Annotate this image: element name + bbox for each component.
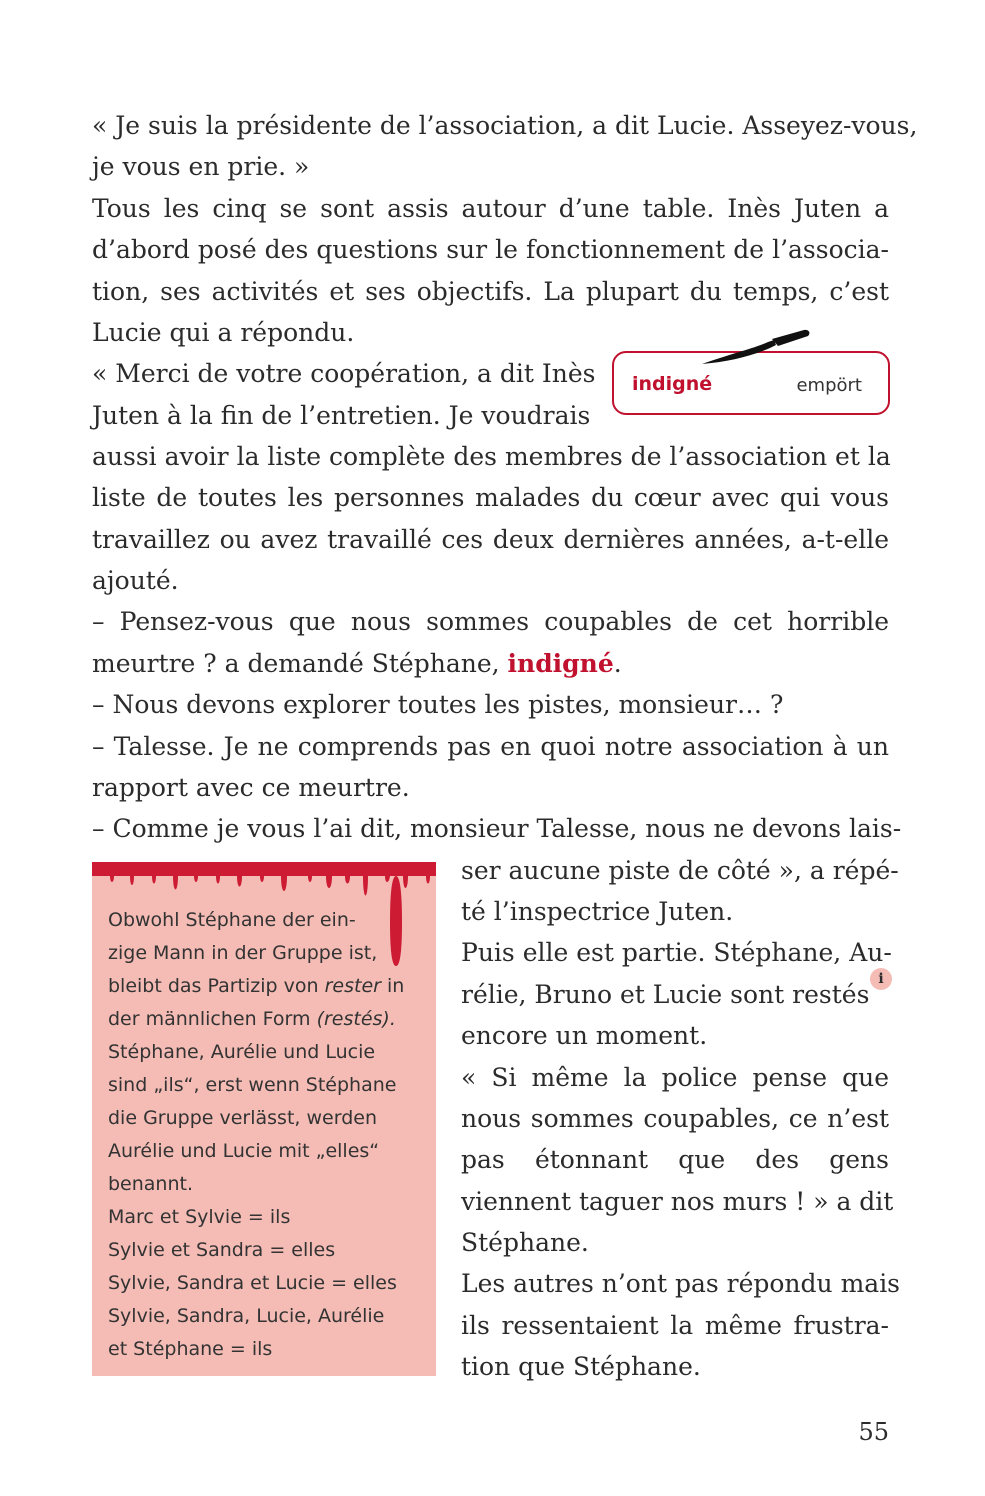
text-line: liste de toutes les personnes malades du cœur avec qui vous: [92, 483, 889, 512]
note-line: [108, 970, 404, 1003]
text-line: Les autres n’ont pas répondu mais: [461, 1269, 901, 1298]
text-line: ajouté.: [92, 566, 179, 595]
text-line: nous sommes coupables, ce n’est: [461, 1104, 889, 1133]
text-line: je vous en prie. »: [92, 152, 310, 181]
text-line: « Merci de votre coopération, a dit Inès: [92, 359, 596, 388]
note-line: Sylvie et Sandra = elles: [108, 1239, 336, 1261]
text-line: d’abord posé des questions sur le fonctionnement de l’associa-: [92, 235, 889, 264]
vocab-german: empört: [796, 375, 862, 396]
text-line: « Je suis la présidente de l’association, a dit Lucie. Asseyez-vous,: [92, 111, 918, 140]
note-line: Marc et Sylvie = ils: [108, 1206, 291, 1228]
text-line: viennent taguer nos murs ! » a dit: [461, 1187, 894, 1216]
text-line: [92, 643, 889, 684]
note-line: die Gruppe verlässt, werden: [108, 1107, 377, 1129]
text-line: encore un moment.: [461, 1021, 708, 1050]
note-line: et Stéphane = ils: [108, 1338, 273, 1360]
note-line: [108, 1003, 396, 1036]
text-fragment: .: [613, 649, 622, 678]
note-line: Sylvie, Sandra et Lucie = elles: [108, 1272, 397, 1294]
text-line: ser aucune piste de côté », a répé-: [461, 856, 899, 885]
text-line: Puis elle est partie. Stéphane, Au-: [461, 938, 892, 967]
text-line: pas étonnant que des gens: [461, 1145, 889, 1174]
note-fragment: bleibt das Partizip von: [108, 975, 325, 997]
page-number: 55: [858, 1418, 889, 1446]
text-line: rélie, Bruno et Lucie sont restés: [461, 980, 870, 1009]
knife-icon: [700, 328, 812, 368]
text-line: – Nous devons explorer toutes les pistes, monsieur… ?: [92, 690, 784, 719]
text-line: aussi avoir la liste complète des membres de l’association et la: [92, 442, 891, 471]
text-line: Tous les cinq se sont assis autour d’une table. Inès Juten a: [92, 194, 889, 223]
text-line: travaillez ou avez travaillé ces deux dernières années, a-t-elle: [92, 525, 889, 554]
grammar-note-box: [92, 866, 436, 1376]
text-line: Juten à la fin de l’entretien. Je voudrais: [92, 401, 591, 430]
info-icon[interactable]: i: [870, 968, 892, 990]
note-line: Obwohl Stéphane der ein-: [108, 909, 356, 931]
note-line: Stéphane, Aurélie und Lucie: [108, 1041, 376, 1063]
vocab-french: indigné: [632, 373, 713, 395]
text-fragment: meurtre ? a demandé Stéphane,: [92, 649, 500, 678]
text-line: tion que Stéphane.: [461, 1352, 701, 1381]
note-italic: (restés).: [316, 1008, 396, 1030]
note-fragment: in: [380, 975, 405, 997]
text-line: tion, ses activités et ses objectifs. La plupart du temps, c’est: [92, 277, 889, 306]
text-line: rapport avec ce meurtre.: [92, 773, 410, 802]
note-line: benannt.: [108, 1173, 194, 1195]
text-line: Stéphane.: [461, 1228, 589, 1257]
note-line: Aurélie und Lucie mit „elles“: [108, 1140, 380, 1162]
note-line: zige Mann in der Gruppe ist,: [108, 942, 378, 964]
text-line: té l’inspectrice Juten.: [461, 897, 734, 926]
note-line: Sylvie, Sandra, Lucie, Aurélie: [108, 1305, 385, 1327]
note-line: sind „ils“, erst wenn Stéphane: [108, 1074, 397, 1096]
vocab-highlight: indigné: [507, 649, 614, 678]
text-line: – Comme je vous l’ai dit, monsieur Talesse, nous ne devons lais-: [92, 814, 902, 843]
text-line: – Talesse. Je ne comprends pas en quoi notre association à un: [92, 732, 889, 761]
note-fragment: der männlichen Form: [108, 1008, 317, 1030]
text-line: – Pensez-vous que nous sommes coupables de cet horrible: [92, 607, 889, 636]
text-line: ils ressentaient la même frustra-: [461, 1311, 889, 1340]
text-line: Lucie qui a répondu.: [92, 318, 355, 347]
note-italic: rester: [324, 975, 381, 997]
text-line: « Si même la police pense que: [461, 1063, 889, 1092]
